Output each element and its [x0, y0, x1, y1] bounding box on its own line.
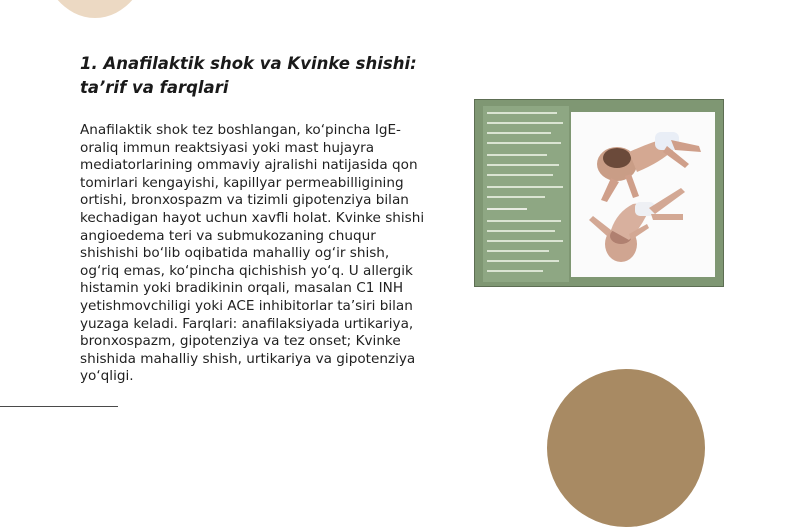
upper-infant-figure: [597, 132, 701, 202]
slide-body-text: Anafilaktik shok tez boshlangan, ko‘pincha IgE-oraliq immun reaktsiyasi yoki mast hujayra mediatorlarining ommaviy ajralishi natijasida qon tomirlari kengayishi, kapillyar permeabilligining ortishi, bronxospazm va tizimli gipotenziya bilan kechadigan hayot uchun xavfli holat. Kvinke shishi angioedema teri va submukozaning chuqur shishishi bo‘lib oqibatida mahalliy og‘ir shish, og‘riq emas, ko‘pincha qichishish yo‘q. U allergik histamin yoki bradikinin orqali, masalan C1 INH yetishmovchiligi yoki ACE inhibitorlar ta’siri bilan yuzaga keladi. Farqlari: anafilaksiyada urtikariya, bronxospazm, gipotenziya va tez onset; Kvinke shishida mahalliy shish, urtikariya va gipotenziya yo‘qligi.: [80, 122, 425, 385]
slide-title: 1. Anafilaktik shok va Kvinke shishi: ta’rif va farqlari: [80, 54, 417, 97]
illustration-text-panel: [483, 106, 569, 282]
decorative-circle-bottom: [547, 369, 705, 527]
decorative-circle-top: [40, 0, 150, 18]
illustration-photo-panel: [571, 112, 715, 277]
illustration-image: [474, 99, 724, 287]
decorative-divider-line: [0, 406, 118, 407]
infant-illustration: [571, 112, 715, 277]
